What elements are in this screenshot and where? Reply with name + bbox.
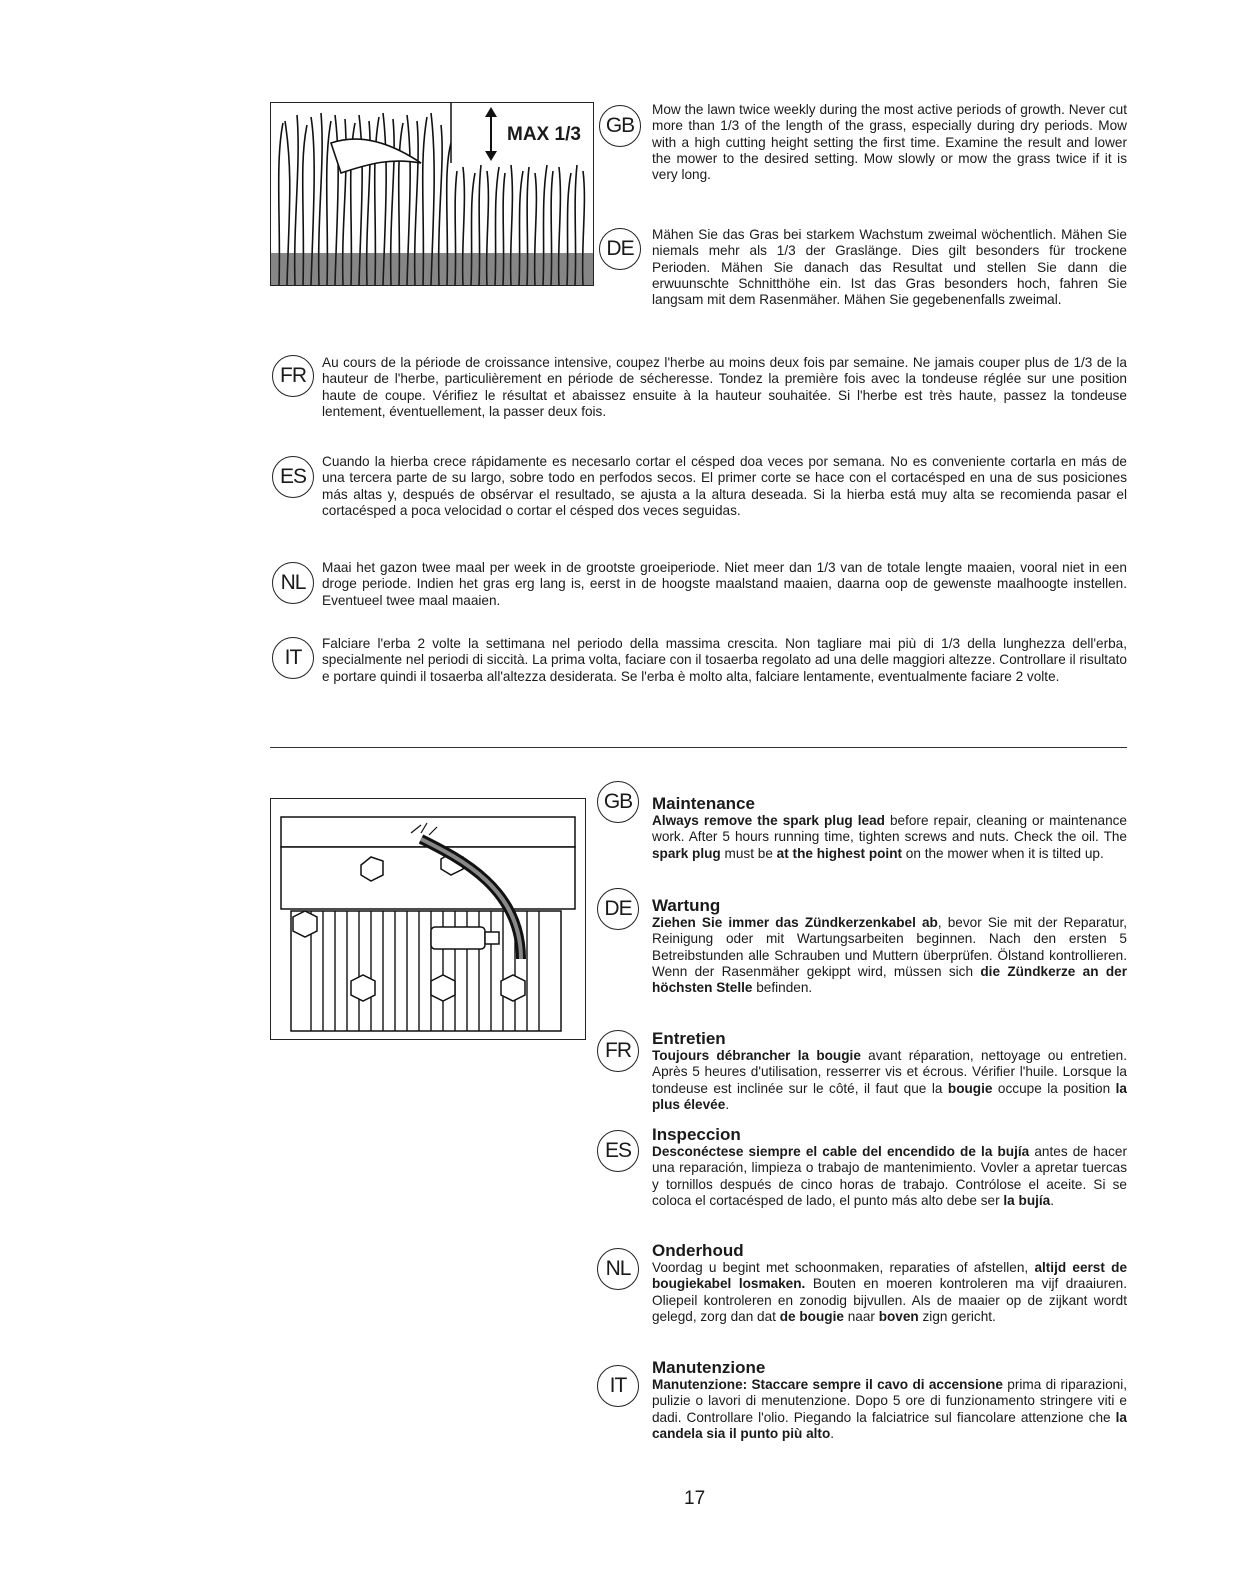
maintenance-text-es: Desconéctese siempre el cable del encendido de la bujía antes de hacer una reparación, limpieza o trabajo de mantenimiento. Vovler a apretar tuercas y tornillos después de cinco horas de trabajo. Contrólose el aceite. Si se coloca el cortacésped de lado, el punto más alto debe ser la bujía. — [652, 1144, 1127, 1208]
maintenance-fr — [652, 1030, 1127, 1113]
grass-height-figure — [270, 102, 594, 286]
maintenance-text-de: Ziehen Sie immer das Zündkerzenkabel ab, bevor Sie mit der Reparatur, Reinigung oder mit Wartungsarbeiten beginnen. Nach den ersten 5 Betreibstunden alle Schrauben und Muttern überprüfen. Ölstand kontrollieren. Wenn der Rasenmäher gekippt wird, müssen sich die Zündkerze an der höchsten Stelle befinden. — [652, 915, 1128, 996]
lang-badge-de-maint: DE — [597, 888, 639, 930]
lang-badge-gb-maint: GB — [597, 781, 639, 823]
maintenance-nl — [652, 1242, 1127, 1325]
mowing-text-fr: Au cours de la période de croissance intensive, coupez l'herbe au moins deux fois par semaine. Ne jamais couper plus de 1/3 de la hauteur de l'herbe, particulièrement en période de sécheresse. Tondez la première fois avec la tondeuse réglée sur une position haute de coupe. Vérifiez le résultat et abaissez ensuite à la hauteur souhaitée. Si l'herbe est très haute, passez la tondeuse lentement, éventuellement, la passer deux fois. — [322, 355, 1127, 419]
engine-illustration — [271, 799, 585, 1039]
lang-badge-gb: GB — [599, 105, 641, 147]
mowing-text-nl: Maai het gazon twee maal per week in de grootste groeiperiode. Niet meer dan 1/3 van de totale lengte maaien, vooral niet in een droge periode. Indien het gras erg lang is, eerst in de hoogste maalstand maaien, daarna oop de gewenste maalhoogte instellen. Eventueel twee maal maaien. — [322, 560, 1127, 608]
heading-entretien: Entretien — [652, 1029, 726, 1048]
page-number: 17 — [684, 1488, 706, 1509]
mowing-text-gb: Mow the lawn twice weekly during the most active periods of growth. Never cut more than 1/3 of the length of the grass, especially during dry periods. Mow with a high cutting height setting the first time. Examine the result and lower the mower to the desired setting. Mow slowly or mow the grass twice if it is very long. — [652, 102, 1127, 183]
lang-badge-fr: FR — [272, 355, 314, 397]
mowing-text-es: Cuando la hierba crece rápidamente es necesarlo cortar el césped doa veces por semana. No es conveniente cortarla en más de una tercera parte de su largo, sobre todo en perfodos secos. El primer corte se hace con el cortacésped en una de sus posiciones más altas y, después de obsérvar el resultado, se ajusta a la altura deseada. Si la hierba está muy alta se recomienda pasar el cortacésped a poca velocidad o cortar el césped dos veces seguidas. — [322, 454, 1127, 518]
lang-badge-es-maint: ES — [597, 1130, 639, 1172]
spark-plug-figure — [270, 798, 586, 1040]
maintenance-it — [652, 1359, 1127, 1442]
section-divider — [270, 747, 1127, 748]
maintenance-text-fr: Toujours débrancher la bougie avant réparation, nettoyage ou entretien. Après 5 heures d'utilisation, resserrer vis et écrous. Vérifier l'huile. Lorsque la tondeuse est inclinée sur le côté, il faut que la bougie occupe la position la plus élevée. — [652, 1048, 1128, 1112]
heading-wartung: Wartung — [652, 896, 721, 915]
max-label: MAX 1/3 — [507, 124, 581, 145]
mowing-text-de: Mähen Sie das Gras bei starkem Wachstum zweimal wöchentlich. Mähen Sie niemals mehr als 1/3 der Graslänge. Dies gilt besonders für trockene Perioden. Mähen Sie danach das Resultat und stellen Sie dann die erwuunschte Schnitthöhe ein. Ist das Gras besonders hoch, fahren Sie langsam mit dem Rasenmäher. Mähen Sie gegebenenfalls zweimal. — [652, 227, 1127, 308]
heading-maintenance: Maintenance — [652, 794, 755, 813]
maintenance-es — [652, 1126, 1127, 1209]
maintenance-de — [652, 897, 1127, 996]
lang-badge-de: DE — [599, 228, 641, 270]
lang-badge-nl-maint: NL — [597, 1248, 639, 1290]
maintenance-text-gb: Always remove the spark plug lead before repair, cleaning or maintenance work. After 5 hours running time, tighten screws and nuts. Check the oil. The spark plug must be at the highest point on the mower when it is tilted up. — [652, 813, 1127, 861]
lang-badge-it: IT — [272, 637, 314, 679]
heading-manutenzione: Manutenzione — [652, 1358, 766, 1377]
maintenance-text-it: Manutenzione: Staccare sempre il cavo di accensione prima di riparazioni, pulizie o lavori di menutenzione. Dopo 5 ore di funzionamento stringere viti e dadi. Controllare l'olio. Piegando la falciatrice sul fiancolare attenzione che la candela sia il punto più alto. — [652, 1377, 1128, 1441]
lang-badge-it-maint: IT — [597, 1365, 639, 1407]
lang-badge-fr-maint: FR — [597, 1030, 639, 1072]
lang-badge-es: ES — [272, 456, 314, 498]
lang-badge-nl: NL — [272, 562, 314, 604]
maintenance-text-nl: Voordag u begint met schoonmaken, reparaties of afstellen, altijd eerst de bougiekabel losmaken. Bouten en moeren kontroleren ma vijf draaiuren. Oliepeil kontroleren en zonodig bijvullen. Als de maaier op de zijkant wordt gelegd, zorg dan dat de bougie naar boven zign gericht. — [652, 1260, 1128, 1324]
heading-inspeccion: Inspeccion — [652, 1125, 741, 1144]
heading-onderhoud: Onderhoud — [652, 1241, 744, 1260]
maintenance-gb — [652, 795, 1127, 862]
mowing-text-it: Falciare l'erba 2 volte la settimana nel periodo della massima crescita. Non tagliare mai più di 1/3 della lunghezza dell'erba, specialmente nel periodi di siccità. La prima volta, faciare con il tosaerba regolato ad una delle maggiori altezze. Controllare il risultato e portare quindi il tosaerba all'altezza desiderata. Se l'erba è molto alta, falciare lentamente, eventualmente faciare 2 volte. — [322, 636, 1127, 684]
